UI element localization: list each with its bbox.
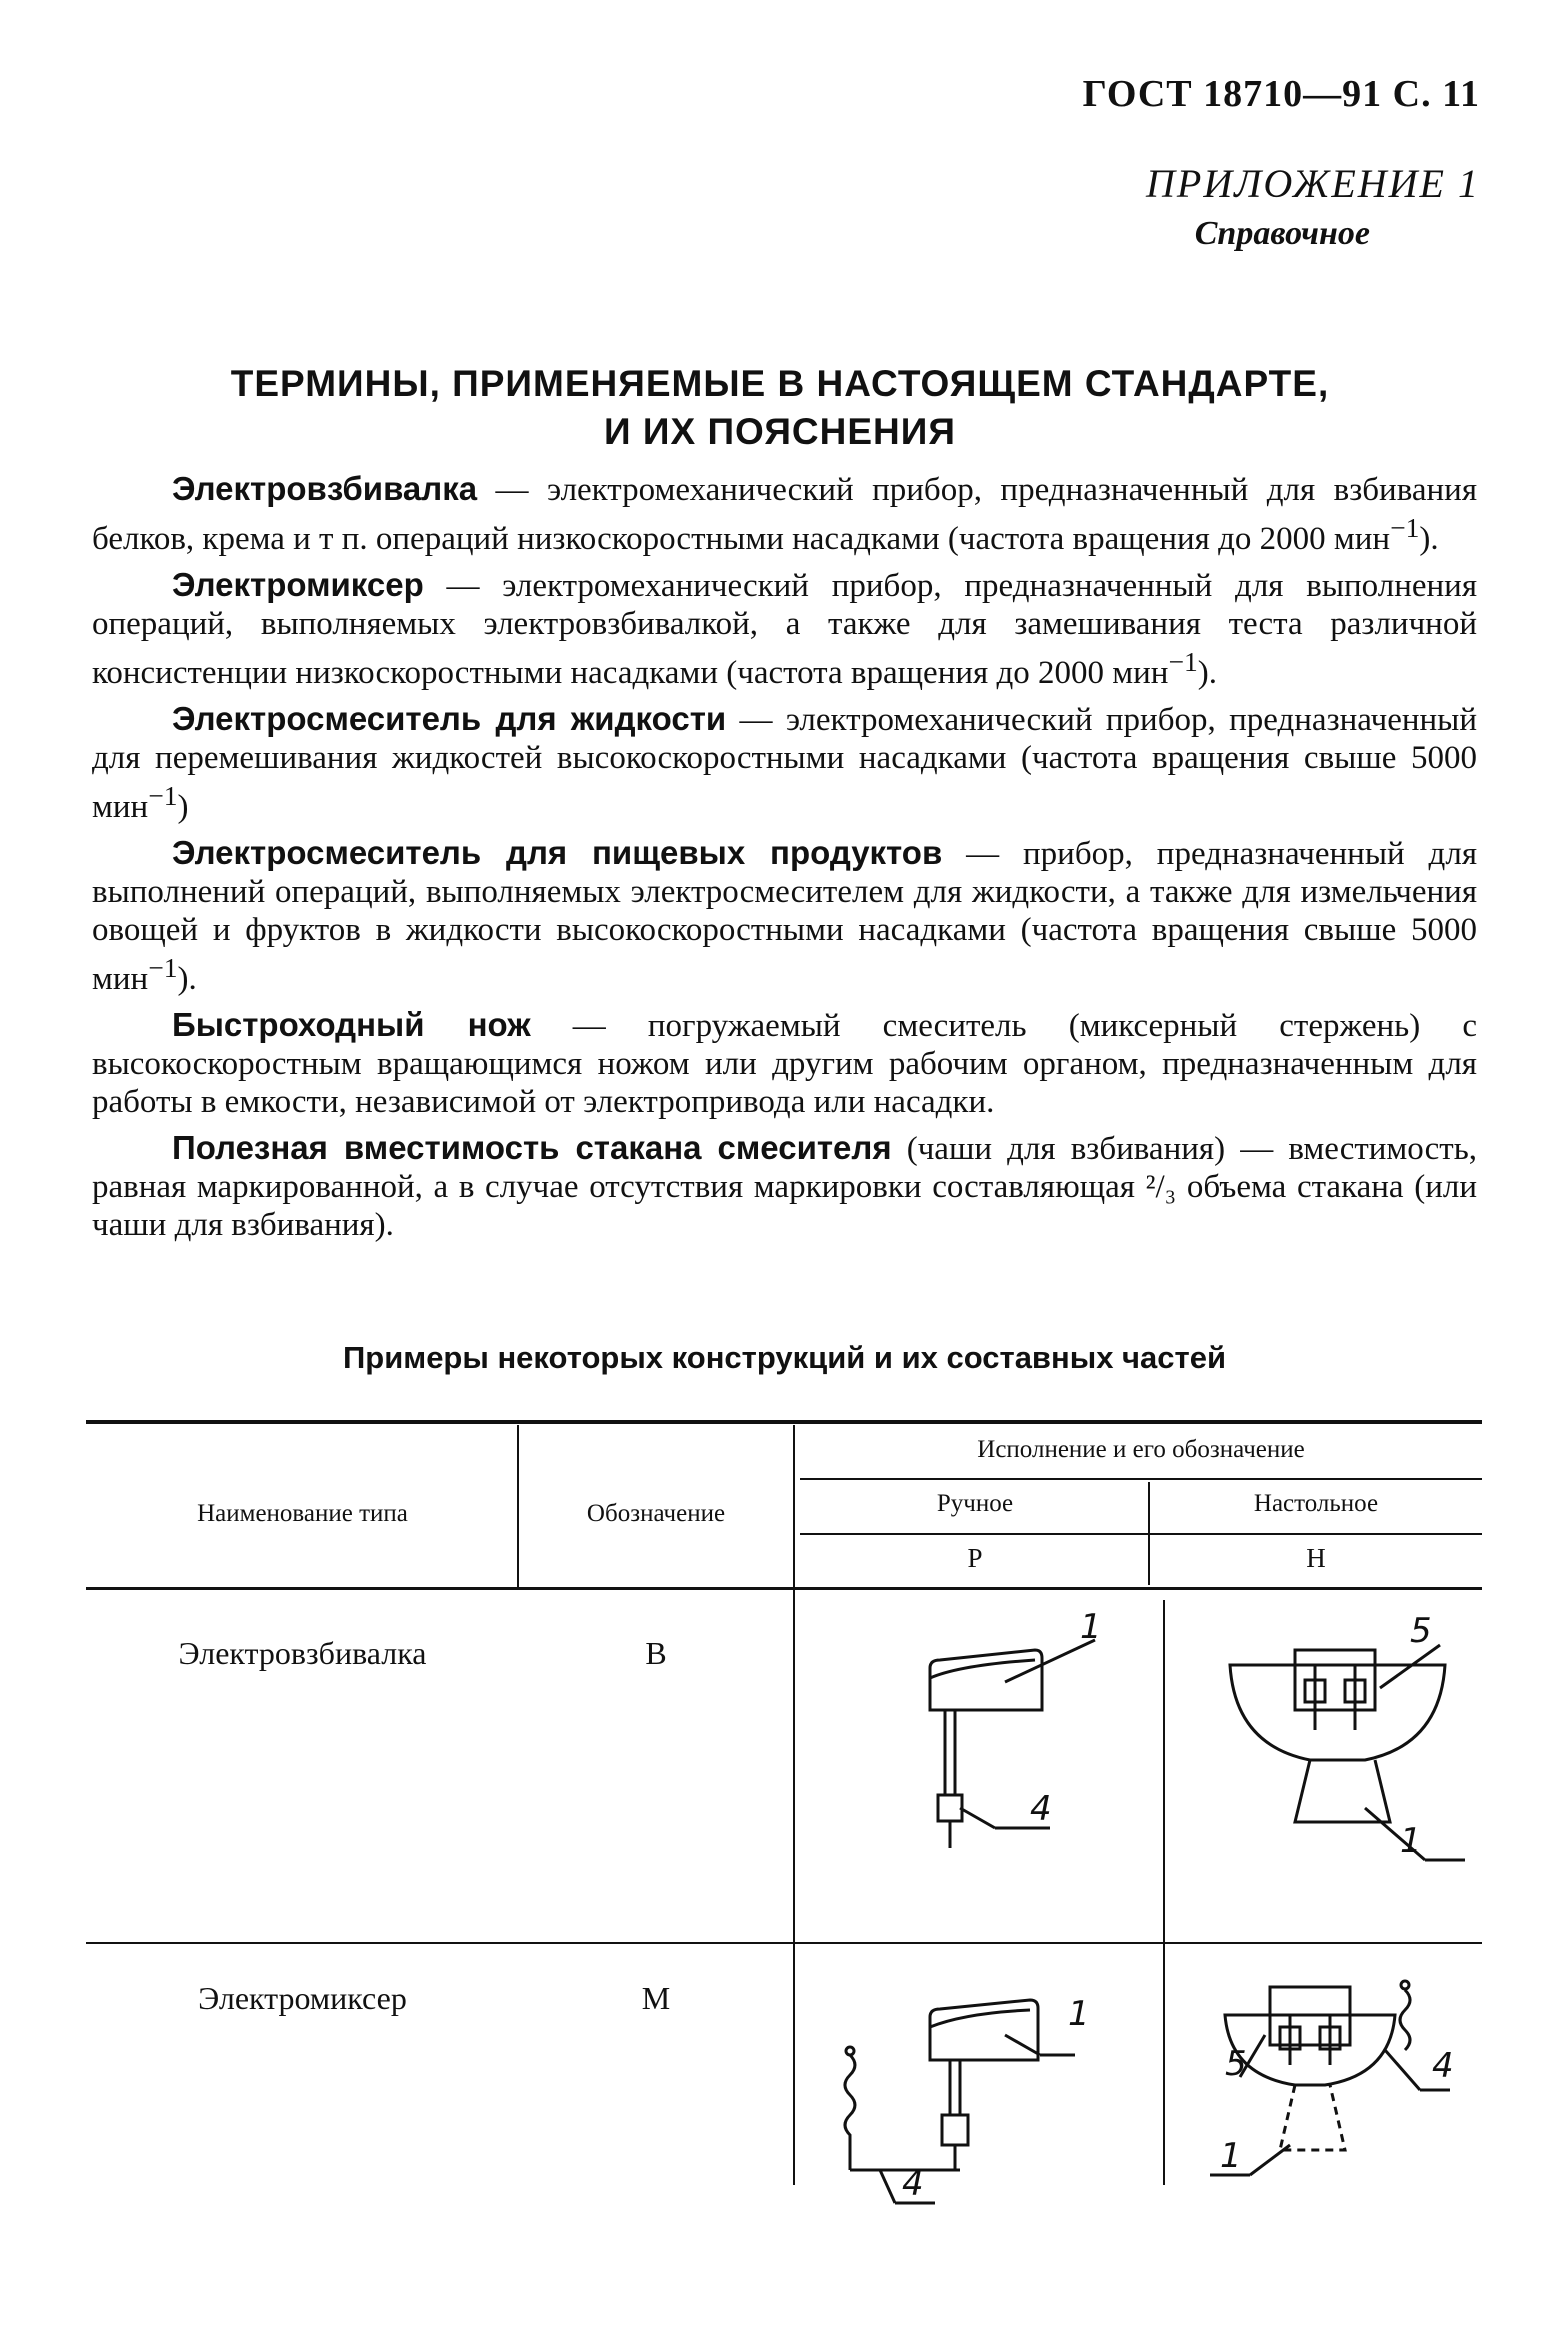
section-title-line1: ТЕРМИНЫ, ПРИМЕНЯЕМЫЕ В НАСТОЯЩЕМ СТАНДАРТЕ, [230,363,1330,404]
header-execution: Исполнение и его обозначение [977,1436,1305,1463]
callout-label: 1 [1068,1994,1090,2034]
table-title: Примеры некоторых конструкций и их составных частей [342,1340,1226,1375]
definition-superscript: −1 [1168,646,1198,677]
definition-term: Полезная вместимость стакана смесителя [172,1129,892,1166]
callout-label: 5 [1225,2044,1247,2084]
definition-paragraph [92,834,1477,998]
definition-tail: ). [1419,521,1439,557]
definition-tail: ). [1197,655,1217,691]
definition-term: Электромиксер [172,566,424,603]
definition-tail: ) [177,789,189,825]
row-designation: В [645,1635,667,1671]
table-header-rule [86,1587,1482,1590]
definition-tail: ). [177,961,197,997]
col-divider-2 [793,1425,795,2185]
col-divider-1 [517,1425,519,1587]
table-top-rule [86,1420,1482,1424]
hand-whisk-diagram [900,1607,1120,1880]
header-type-name: Наименование типа [197,1500,408,1527]
definition-text: — прибор, предназначенный для выполнений операций, выполняемых электросмесителем для жидкости, а также для измельчения овощей и фруктов в жидкости высокоскоростными насадками (частота вращения свыше 5000 мин [92,836,1477,997]
header-table-top: Настольное [1253,1490,1379,1517]
section-title [180,360,1380,456]
definition-term: Электросмеситель для пищевых продуктов [172,834,943,871]
callout-label: 5 [1410,1611,1432,1651]
appendix-title: ПРИЛОЖЕНИЕ 1 [1146,161,1480,206]
section-title-line2: И ИХ ПОЯСНЕНИЯ [604,411,956,452]
standard-reference: ГОСТ 18710—91 С. 11 [1082,73,1480,115]
hand-mixer-diagram [830,1965,1110,2225]
definition-paragraph [92,470,1477,558]
stand-whisk-diagram [1225,1611,1475,1890]
definition-text: — электромеханический прибор, предназначенный для перемешивания жидкостей высокоскоростными насадками (частота вращения свыше 5000 мин [92,702,1477,825]
definition-text: — электромеханический прибор, предназначенный для выполнения операций, выполняемых электровзбивалкой, а также для замешивания теста различной консистенции низкоскоростными насадками (частота вращения до 2000 мин [92,568,1477,691]
definition-term: Электровзбивалка [172,470,478,507]
callout-label: 1 [1080,1607,1102,1647]
definition-superscript: −1 [1390,512,1420,543]
callout-label: 4 [902,2164,924,2204]
header-exec-rule [800,1478,1482,1480]
callout-label: 4 [1030,1789,1052,1829]
header-sub-rule [800,1533,1482,1535]
definition-text: — электромеханический прибор, предназначенный для взбивания белков, крема и т п. операций низкоскоростными насадками (частота вращения до 2000 мин [92,472,1477,557]
table-row-divider [86,1942,1482,1944]
header-manual: Ручное [936,1490,1014,1517]
row-type-name: Электромиксер [198,1980,407,2016]
definition-paragraph [92,1006,1477,1121]
definitions-list [92,470,1477,1252]
definition-paragraph [92,1129,1477,1244]
header-table-top-code: Н [1306,1543,1326,1573]
callout-label: 4 [1432,2046,1454,2086]
row-designation: М [641,1980,671,2016]
callout-label: 1 [1400,1821,1422,1861]
header-designation: Обозначение [586,1500,726,1527]
definition-term: Быстроходный нож [172,1006,531,1043]
definition-paragraph [92,700,1477,826]
header-manual-code: Р [967,1543,983,1573]
definition-text: — погружаемый смеситель (миксерный стержень) с высокоскоростным вращающимся ножом или другим рабочим органом, предназначенным для работы в емкости, независимой от электропривода или насадки. [92,1008,1477,1120]
definition-paragraph [92,566,1477,692]
appendix-subtitle: Справочное [1194,215,1370,252]
stand-mixer-diagram [1180,1965,1470,2215]
definition-term: Электросмеситель для жидкости [172,700,727,737]
col-divider-3-body [1163,1600,1165,2185]
callout-label: 1 [1220,2136,1242,2176]
definition-text: (чаши для взбивания) — вместимость, равная маркированной, а в случае отсутствия маркировки составляющая ²/₃ объема стакана (или чаши для взбивания). [92,1131,1477,1243]
definition-superscript: −1 [148,780,178,811]
definition-superscript: −1 [148,952,178,983]
row-type-name: Электровзбивалка [178,1635,427,1671]
